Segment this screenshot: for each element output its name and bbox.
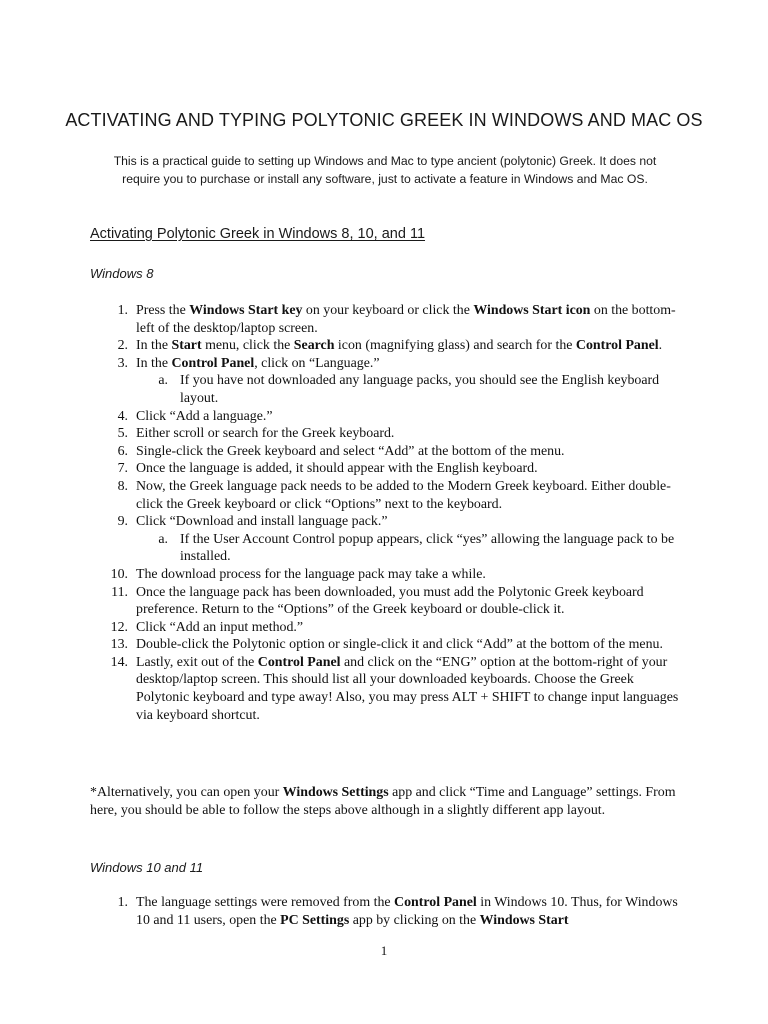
list-item-text [136, 895, 678, 928]
bold-term: Control Panel [257, 654, 341, 670]
list-item-number: 4. [117, 408, 128, 424]
list-item-number: 9. [117, 514, 128, 530]
windows8-heading: Windows 8 [90, 266, 154, 281]
text-run: Double-click the Polytonic option or single-click it and click “Add” at the bottom of the menu. [136, 637, 663, 653]
text-run: , click on “Language.” [254, 355, 380, 371]
alternative-note [90, 784, 680, 819]
list-item-text [136, 461, 538, 476]
text-run: Now, the Greek language pack needs to be added to the Modern Greek keyboard. Either double-click the Greek keyboard or click “Options” next to the keyboard. [136, 478, 671, 512]
list-item [90, 302, 680, 337]
list-item [90, 478, 680, 513]
bold-term: Control Panel [171, 355, 255, 371]
list-item [90, 460, 680, 478]
sub-list-item-letter: a. [158, 531, 168, 547]
text-run: In the [136, 355, 172, 371]
text-run: Click “Download and install language pack.” [136, 514, 388, 530]
list-item-number: 1. [117, 303, 128, 318]
sub-list-item-letter: a. [158, 373, 168, 389]
text-run: Once the language is added, it should appear with the English keyboard. [136, 461, 538, 477]
windows10-steps-list [90, 894, 680, 929]
text-run: *Alternatively, you can open your [90, 785, 283, 800]
sub-list [136, 531, 680, 566]
text-run: in Windows 10. Thus, for Windows 10 and 11 users, open the [136, 895, 678, 928]
text-run: . [658, 338, 663, 354]
list-item-text [136, 426, 394, 441]
list-item [90, 584, 680, 619]
text-run: app and click “Time and Language” settings. From here, you should be able to follow the steps above although in a slightly different app layout. [90, 785, 676, 818]
list-item-number: 2. [117, 338, 128, 354]
page-number: 1 [380, 943, 388, 958]
list-item [90, 654, 680, 724]
document-title: ACTIVATING AND TYPING POLYTONIC GREEK IN WINDOWS AND MAC OS [65, 110, 703, 130]
list-item [90, 636, 680, 654]
text-run: and click on the “ENG” option at the bottom-right of your desktop/laptop screen. This should list all your downloaded keyboards. Choose the Greek Polytonic keyboard and type away! Also, you may press ALT + SHIFT to change input languages via keyboard shortcut. [136, 654, 679, 723]
text-run: Lastly, exit out of the [136, 654, 258, 670]
list-item-text [136, 303, 676, 336]
list-item-number: 14. [110, 654, 128, 670]
list-item [90, 894, 680, 929]
text-run: Single-click the Greek keyboard and select “Add” at the bottom of the menu. [136, 443, 565, 459]
list-item [90, 425, 680, 443]
text-run: on the bottom-left of the desktop/laptop screen. [136, 303, 676, 336]
sub-list-item [136, 372, 680, 407]
bold-term: Windows Start [479, 912, 569, 928]
text-run: app by clicking on the [349, 912, 480, 928]
intro-paragraph [70, 152, 700, 188]
list-item-text [136, 655, 678, 723]
bold-term: Windows Settings [282, 785, 389, 800]
intro-line: This is a practical guide to setting up Windows and Mac to type ancient (polytonic) Greek. It does not [113, 154, 657, 168]
text-run: Either scroll or search for the Greek keyboard. [136, 426, 395, 442]
list-item-text [136, 409, 273, 424]
sub-list-item [136, 531, 680, 566]
list-item [90, 355, 680, 408]
list-item-text [136, 585, 644, 618]
bold-term: Control Panel [394, 895, 477, 910]
list-item-number: 11. [111, 584, 128, 600]
text-run: menu, click the [201, 338, 294, 354]
list-item-number: 8. [117, 478, 128, 494]
list-item-text [136, 567, 486, 582]
text-run: Click “Add an input method.” [136, 619, 304, 635]
text-run: The language settings were removed from the [136, 895, 395, 910]
list-item [90, 443, 680, 461]
list-item [90, 337, 680, 355]
text-run: Press the [136, 303, 190, 318]
text-run: on your keyboard or click the [302, 303, 474, 318]
text-run: The download process for the language pack may take a while. [136, 566, 486, 582]
text-run: Click “Add a language.” [136, 408, 273, 424]
bold-term: PC Settings [280, 912, 350, 928]
list-item [90, 513, 680, 566]
bold-term: Search [293, 338, 335, 354]
list-item-number: 12. [110, 619, 128, 635]
list-item-number: 13. [110, 637, 128, 653]
sub-list-item-text: If you have not downloaded any language packs, you should see the English keyboard layout. [180, 373, 660, 406]
windows10-heading: Windows 10 and 11 [90, 860, 204, 875]
section-heading: Activating Polytonic Greek in Windows 8, 10, and 11 [90, 226, 426, 242]
list-item-number: 1. [117, 895, 128, 910]
intro-line: require you to purchase or install any software, just to activate a feature in Windows and Mac OS. [122, 172, 648, 186]
list-item [90, 566, 680, 584]
list-item-text [136, 620, 303, 635]
sub-list-item-text: If the User Account Control popup appears, click “yes” allowing the language pack to be installed. [180, 531, 675, 565]
list-item-text [136, 637, 663, 652]
list-item-number: 3. [117, 355, 128, 371]
list-item-number: 7. [117, 461, 128, 477]
bold-term: Start [171, 338, 202, 354]
list-item-number: 10. [110, 566, 128, 582]
list-item-text [136, 444, 565, 459]
list-item-text [136, 514, 388, 529]
list-item-number: 5. [117, 426, 128, 442]
list-item-number: 6. [117, 443, 128, 459]
list-item [90, 619, 680, 637]
list-item-text [136, 479, 671, 512]
text-run: Once the language pack has been downloaded, you must add the Polytonic Greek keyboard preference. Return to the “Options” of the Greek keyboard or double-click it. [136, 584, 644, 618]
list-item-text [136, 356, 380, 371]
bold-term: Control Panel [575, 338, 659, 354]
bold-term: Windows Start icon [473, 303, 591, 318]
text-run: In the [136, 338, 172, 354]
windows8-steps-list [90, 302, 680, 724]
sub-list [136, 372, 680, 407]
text-run: icon (magnifying glass) and search for the [334, 338, 576, 354]
bold-term: Windows Start key [189, 303, 303, 318]
list-item-text [136, 338, 662, 353]
list-item [90, 408, 680, 426]
